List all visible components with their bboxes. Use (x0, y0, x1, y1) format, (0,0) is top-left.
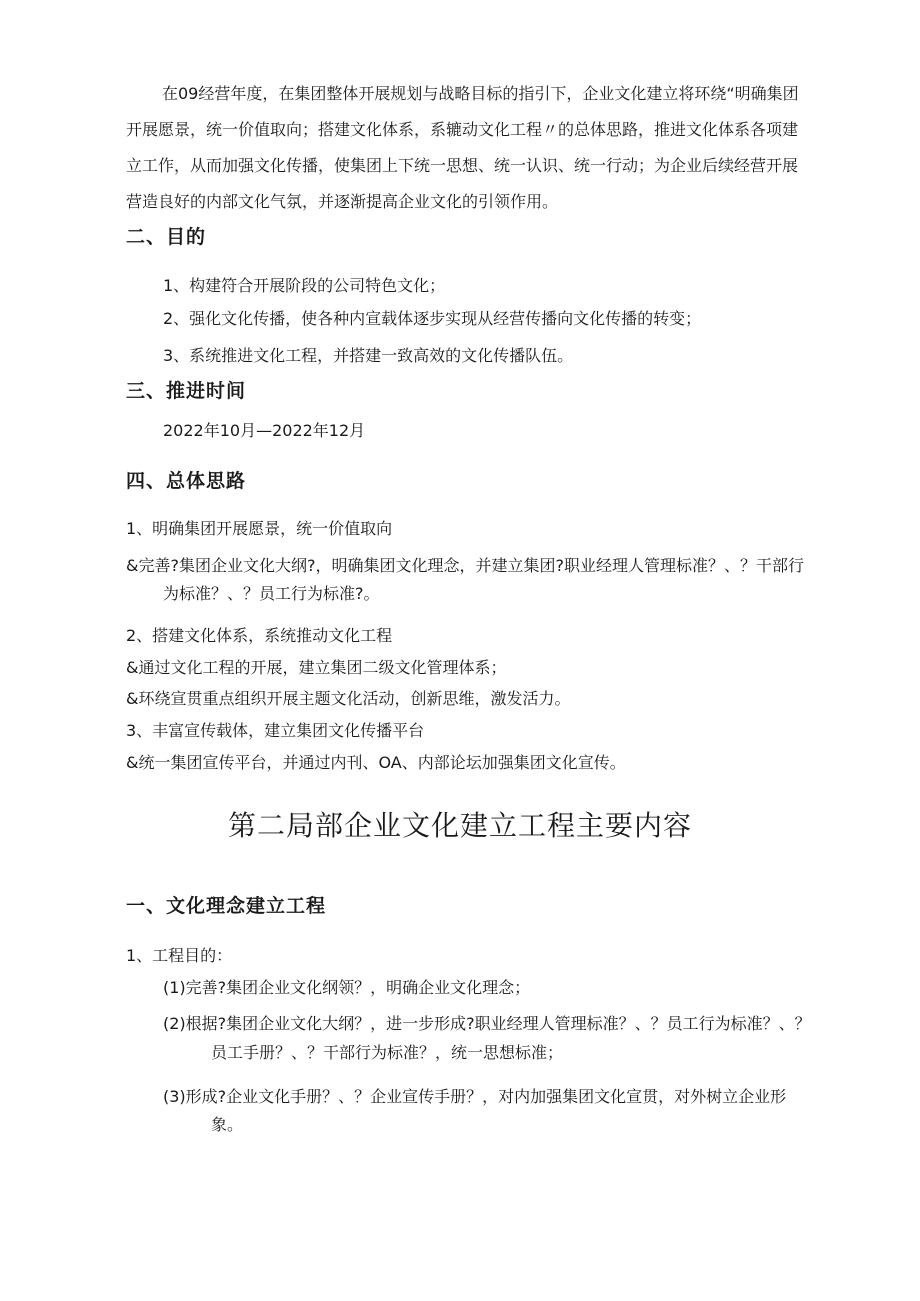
approach-point-1-detail-line-1: &完善?集团企业文化大纲?，明确集团文化理念，并建立集团?职业经理人管理标准？、？干部行 (126, 556, 804, 575)
intro-line-3: 立工作，从而加强文化传播，使集团上下统一思想、统一认识、统一行动；为企业后续经营开展 (126, 156, 799, 175)
intro-paragraph (126, 76, 852, 220)
purpose-item-2: 2、强化文化传播，使各种内宣载体逐步实现从经营传播向文化传播的转变； (163, 309, 702, 328)
intro-line-4: 营造良好的内部文化气氛，并逐渐提高企业文化的引领作用。 (126, 192, 559, 211)
project-goal-label: 1、工程目的： (126, 946, 233, 965)
approach-point-2: 2、搭建文化体系，系统推动文化工程 (126, 626, 393, 645)
project-goal-2-line-1: (2)根据?集团企业文化大纲？，进一步形成?职业经理人管理标准？、？员工行为标准？、？ (163, 1014, 811, 1033)
section-heading-culture-concept: 一、文化理念建立工程 (126, 895, 327, 917)
approach-point-1: 1、明确集团开展愿景，统一价值取向 (126, 519, 393, 538)
project-goal-1: (1)完善?集团企业文化纲领？，明确企业文化理念； (163, 978, 531, 997)
project-goal-3-line-1: (3)形成?企业文化手册？、？企业宣传手册？，对内加强集团文化宣贯，对外树立企业形 (163, 1087, 787, 1106)
approach-point-2-detail-1: &通过文化工程的开展，建立集团二级文化管理体系； (126, 658, 507, 677)
section-heading-approach: 四、总体思路 (126, 470, 247, 492)
approach-point-2-detail-2: &环绕宣贯重点组织开展主题文化活动，创新思维，激发活力。 (126, 689, 571, 708)
project-goal-2-line-2: 员工手册？、？干部行为标准？，统一思想标准； (211, 1043, 564, 1062)
timeline-period: 2022年10月—2022年12月 (163, 421, 366, 440)
intro-line-1: 在09经营年度，在集团整体开展规划与战略目标的指引下，企业文化建立将环绕“明确集团 (162, 84, 799, 103)
project-goal-3-line-2: 象。 (211, 1115, 244, 1134)
approach-point-3-detail-1: &统一集团宣传平台，并通过内刊、OA、内部论坛加强集团文化宣传。 (126, 753, 626, 772)
approach-point-1-detail-line-2: 为标准？、？员工行为标准?。 (163, 584, 380, 603)
purpose-item-1: 1、构建符合开展阶段的公司特色文化； (163, 276, 446, 295)
purpose-item-3: 3、系统推进文化工程，并搭建一致高效的文化传播队伍。 (163, 346, 574, 365)
section-heading-timeline: 三、推进时间 (126, 380, 247, 402)
approach-point-3: 3、丰富宣传载体，建立集团文化传播平台 (126, 721, 425, 740)
section-heading-purpose: 二、目的 (126, 226, 207, 248)
intro-line-2: 开展愿景，统一价值取向；搭建文化体系，系辘动文化工程〃的总体思路，推进文化体系各项建 (126, 120, 799, 139)
part-two-title: 第二局部企业文化建立工程主要内容 (227, 809, 692, 842)
